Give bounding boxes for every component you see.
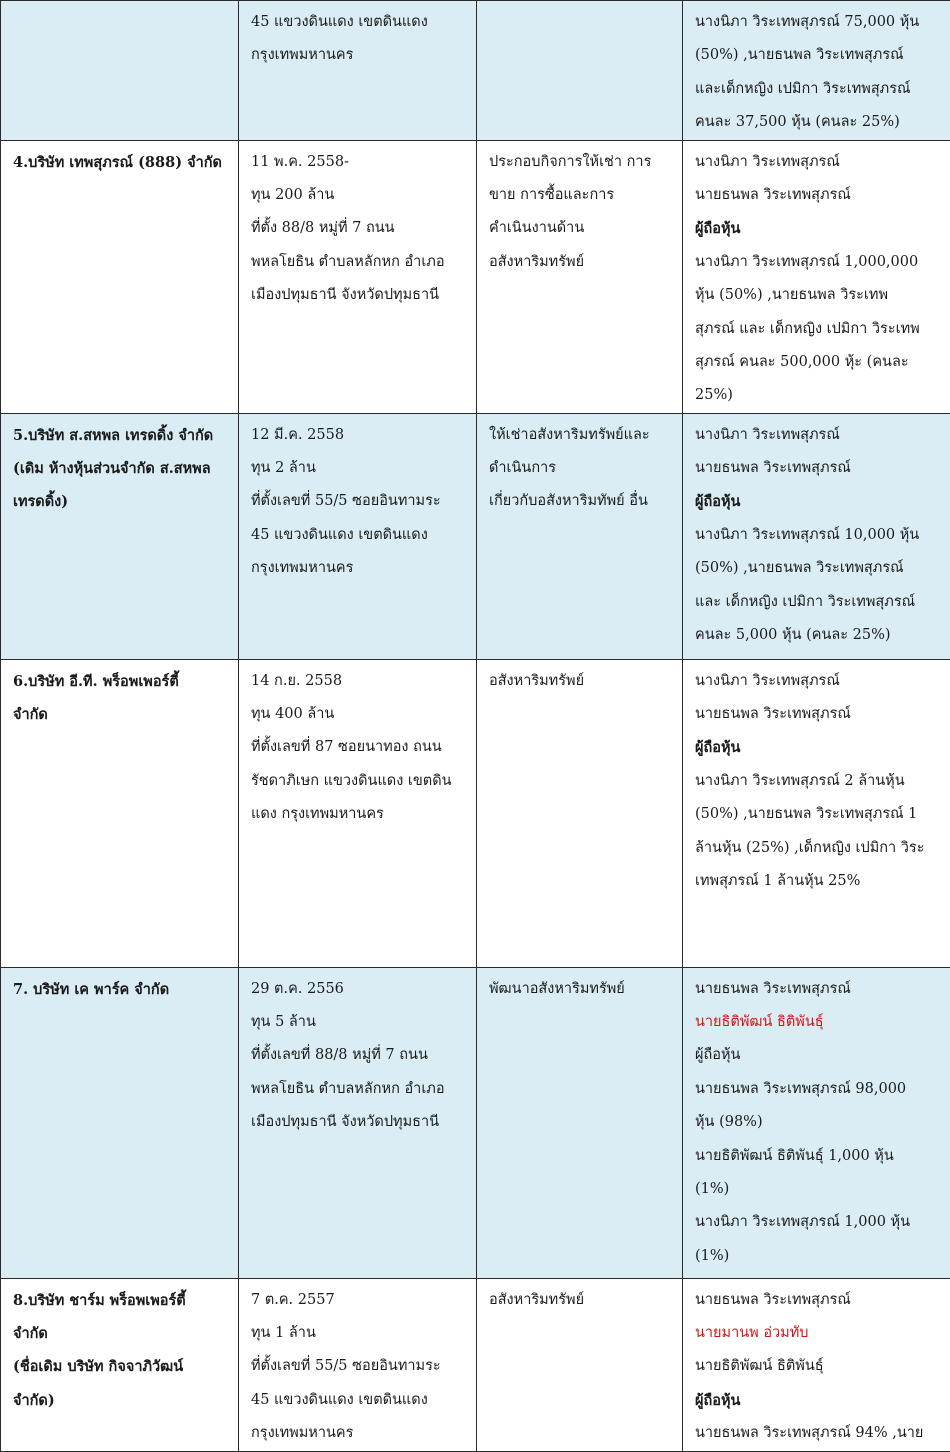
business-line: อสังหาริมทรัพย์: [489, 246, 674, 279]
people-line: นางนิภา วิระเทพสุภรณ์: [695, 665, 942, 698]
business-cell: [477, 1278, 683, 1451]
details-line: 45 แขวงดินแดง เขตดินแดง: [251, 1384, 468, 1417]
business-line: อสังหาริมทรัพย์: [489, 1284, 674, 1317]
details-line: กรุงเทพมหานคร: [251, 39, 468, 72]
people-line: สุภรณ์ คนละ 500,000 หุ้ะ (คนละ: [695, 346, 942, 379]
details-cell: [239, 1, 477, 141]
company-line: เทรดดิ้ง): [13, 485, 230, 518]
details-line: ที่ตั้งเลขที่ 87 ซอยนาทอง ถนน: [251, 731, 468, 764]
business-line: ขาย การซื้อและการ: [489, 179, 674, 212]
people-line: สุภรณ์ และ เด็กหญิง เปมิกา วิระเทพ: [695, 313, 942, 346]
details-line: กรุงเทพมหานคร: [251, 552, 468, 585]
business-cell: [477, 659, 683, 967]
business-line: พัฒนาอสังหาริมทรัพย์: [489, 973, 674, 1006]
people-line: นางนิภา วิระเทพสุภรณ์ 1,000 หุ้น: [695, 1206, 942, 1239]
details-line: 45 แขวงดินแดง เขตดินแดง: [251, 519, 468, 552]
details-line: 7 ต.ค. 2557: [251, 1284, 468, 1317]
people-line: นายธนพล วิระเทพสุภรณ์: [695, 973, 942, 1006]
people-line: เทพสุภรณ์ 1 ล้านหุ้น 25%: [695, 865, 942, 898]
people-line: นายมานพ อ่วมทับ: [695, 1317, 942, 1350]
table-row: [1, 1278, 950, 1451]
people-line: (1%): [695, 1173, 942, 1206]
company-cell: [1, 413, 239, 659]
people-line: ผู้ถือหุ้น: [695, 1039, 942, 1072]
people-line: ผู้ถือหุ้น: [695, 485, 942, 518]
details-cell: [239, 967, 477, 1278]
table-row: [1, 967, 950, 1278]
details-line: ทุน 2 ล้าน: [251, 452, 468, 485]
details-line: ที่ตั้งเลขที่ 55/5 ซอยอินทามระ: [251, 485, 468, 518]
details-cell: [239, 659, 477, 967]
business-cell: [477, 1, 683, 141]
people-line: ผู้ถือหุ้น: [695, 1384, 942, 1417]
business-line: ให้เช่าอสังหาริมทรัพย์และ: [489, 419, 674, 452]
table-row: [1, 659, 950, 967]
people-line: และ เด็กหญิง เปมิกา วิระเทพสุภรณ์: [695, 586, 942, 619]
people-line: นายธนพล วิระเทพสุภรณ์: [695, 1284, 942, 1317]
people-cell: [683, 413, 950, 659]
people-line: นายธิติพัฒน์ ธิติพันธุ์: [695, 1006, 942, 1039]
company-line: 7. บริษัท เค พาร์ค จำกัด: [13, 973, 230, 1006]
company-cell: [1, 140, 239, 413]
business-line: ประกอบกิจการให้เช่า การ: [489, 146, 674, 179]
details-line: 14 ก.ย. 2558: [251, 665, 468, 698]
details-line: 12 มี.ค. 2558: [251, 419, 468, 452]
details-line: พหลโยธิน ตำบลหลักหก อำเภอ: [251, 1073, 468, 1106]
company-cell: [1, 967, 239, 1278]
company-cell: [1, 659, 239, 967]
people-line: ผู้ถือหุ้น: [695, 212, 942, 245]
people-line: นางนิภา วิระเทพสุภรณ์ 1,000,000: [695, 246, 942, 279]
company-line: (ชื่อเดิม บริษัท กิจจาภิวัฒน์: [13, 1350, 230, 1383]
people-line: คนละ 5,000 หุ้น (คนละ 25%): [695, 619, 942, 652]
company-line: จำกัด: [13, 698, 230, 731]
people-line: คนละ 37,500 หุ้น (คนละ 25%): [695, 106, 942, 139]
details-line: ที่ตั้งเลขที่ 55/5 ซอยอินทามระ: [251, 1350, 468, 1383]
details-line: ที่ตั้งเลขที่ 88/8 หมู่ที่ 7 ถนน: [251, 1039, 468, 1072]
people-line: (50%) ,นายธนพล วิระเทพสุภรณ์: [695, 552, 942, 585]
company-line: 6.บริษัท อี.ที. พร็อพเพอร์ตี้: [13, 665, 230, 698]
people-line: นายธนพล วิระเทพสุภรณ์: [695, 452, 942, 485]
details-line: ทุน 5 ล้าน: [251, 1006, 468, 1039]
people-line: และเด็กหญิง เปมิกา วิระเทพสุภรณ์: [695, 73, 942, 106]
people-line: (1%): [695, 1240, 942, 1273]
details-line: ที่ตั้ง 88/8 หมู่ที่ 7 ถนน: [251, 212, 468, 245]
details-line: แดง กรุงเทพมหานคร: [251, 798, 468, 831]
details-cell: [239, 413, 477, 659]
company-cell: [1, 1278, 239, 1451]
people-line: นางนิภา วิระเทพสุภรณ์ 2 ล้านหุ้น: [695, 765, 942, 798]
details-line: กรุงเทพมหานคร: [251, 1417, 468, 1450]
company-line: จำกัด: [13, 1317, 230, 1350]
details-line: เมืองปทุมธานี จังหวัดปทุมธานี: [251, 279, 468, 312]
company-line: (เดิม ห้างหุ้นส่วนจำกัด ส.สหพล: [13, 452, 230, 485]
people-line: หุ้น (98%): [695, 1106, 942, 1139]
details-line: เมืองปทุมธานี จังหวัดปทุมธานี: [251, 1106, 468, 1139]
people-line: นางนิภา วิระเทพสุภรณ์ 10,000 หุ้น: [695, 519, 942, 552]
company-line: 4.บริษัท เทพสุภรณ์ (888) จำกัด: [13, 146, 230, 179]
people-line: 25%): [695, 379, 942, 412]
people-line: นายธนพล วิระเทพสุภรณ์ 94% ,นาย: [695, 1417, 942, 1450]
table-row: [1, 140, 950, 413]
people-line: นายธิติพัฒน์ ธิติพันธุ์: [695, 1350, 942, 1383]
details-line: 29 ต.ค. 2556: [251, 973, 468, 1006]
business-cell: [477, 413, 683, 659]
company-cell: [1, 1, 239, 141]
business-line: คำเนินงานด้าน: [489, 212, 674, 245]
business-line: อสังหาริมทรัพย์: [489, 665, 674, 698]
people-cell: [683, 659, 950, 967]
people-line: หุ้น (50%) ,นายธนพล วิระเทพ: [695, 279, 942, 312]
people-cell: [683, 1278, 950, 1451]
people-cell: [683, 967, 950, 1278]
people-line: (50%) ,นายธนพล วิระเทพสุภรณ์ 1: [695, 798, 942, 831]
details-line: ทุน 200 ล้าน: [251, 179, 468, 212]
details-cell: [239, 1278, 477, 1451]
details-line: รัชดาภิเษก แขวงดินแดง เขตดิน: [251, 765, 468, 798]
details-line: 11 พ.ค. 2558-: [251, 146, 468, 179]
people-line: นางนิภา วิระเทพสุภรณ์: [695, 419, 942, 452]
people-line: นางนิภา วิระเทพสุภรณ์: [695, 146, 942, 179]
business-cell: [477, 140, 683, 413]
people-line: ล้านหุ้น (25%) ,เด็กหญิง เปมิกา วิระ: [695, 832, 942, 865]
people-line: นายธนพล วิระเทพสุภรณ์ 98,000: [695, 1073, 942, 1106]
people-line: นางนิภา วิระเทพสุภรณ์ 75,000 หุ้น: [695, 6, 942, 39]
details-line: ทุน 400 ล้าน: [251, 698, 468, 731]
details-line: ทุน 1 ล้าน: [251, 1317, 468, 1350]
details-line: 45 แขวงดินแดง เขตดินแดง: [251, 6, 468, 39]
people-cell: [683, 140, 950, 413]
people-line: นายธิติพัฒน์ ธิติพันธุ์ 1,000 หุ้น: [695, 1140, 942, 1173]
company-line: 5.บริษัท ส.สหพล เทรดดิ้ง จำกัด: [13, 419, 230, 452]
people-line: นายธนพล วิระเทพสุภรณ์: [695, 179, 942, 212]
company-line: จำกัด): [13, 1384, 230, 1417]
table-row: [1, 413, 950, 659]
people-line: (50%) ,นายธนพล วิระเทพสุภรณ์: [695, 39, 942, 72]
people-line: นายธนพล วิระเทพสุภรณ์: [695, 698, 942, 731]
details-line: พหลโยธิน ตำบลหลักหก อำเภอ: [251, 246, 468, 279]
people-line: ผู้ถือหุ้น: [695, 731, 942, 764]
company-line: 8.บริษัท ชาร์ม พร็อพเพอร์ตี้: [13, 1284, 230, 1317]
table-row: [1, 1, 950, 141]
business-line: ดำเนินการ: [489, 452, 674, 485]
business-line: เกี่ยวกับอสังหาริมทัพย์ อื่น: [489, 485, 674, 518]
business-cell: [477, 967, 683, 1278]
details-cell: [239, 140, 477, 413]
people-cell: [683, 1, 950, 141]
